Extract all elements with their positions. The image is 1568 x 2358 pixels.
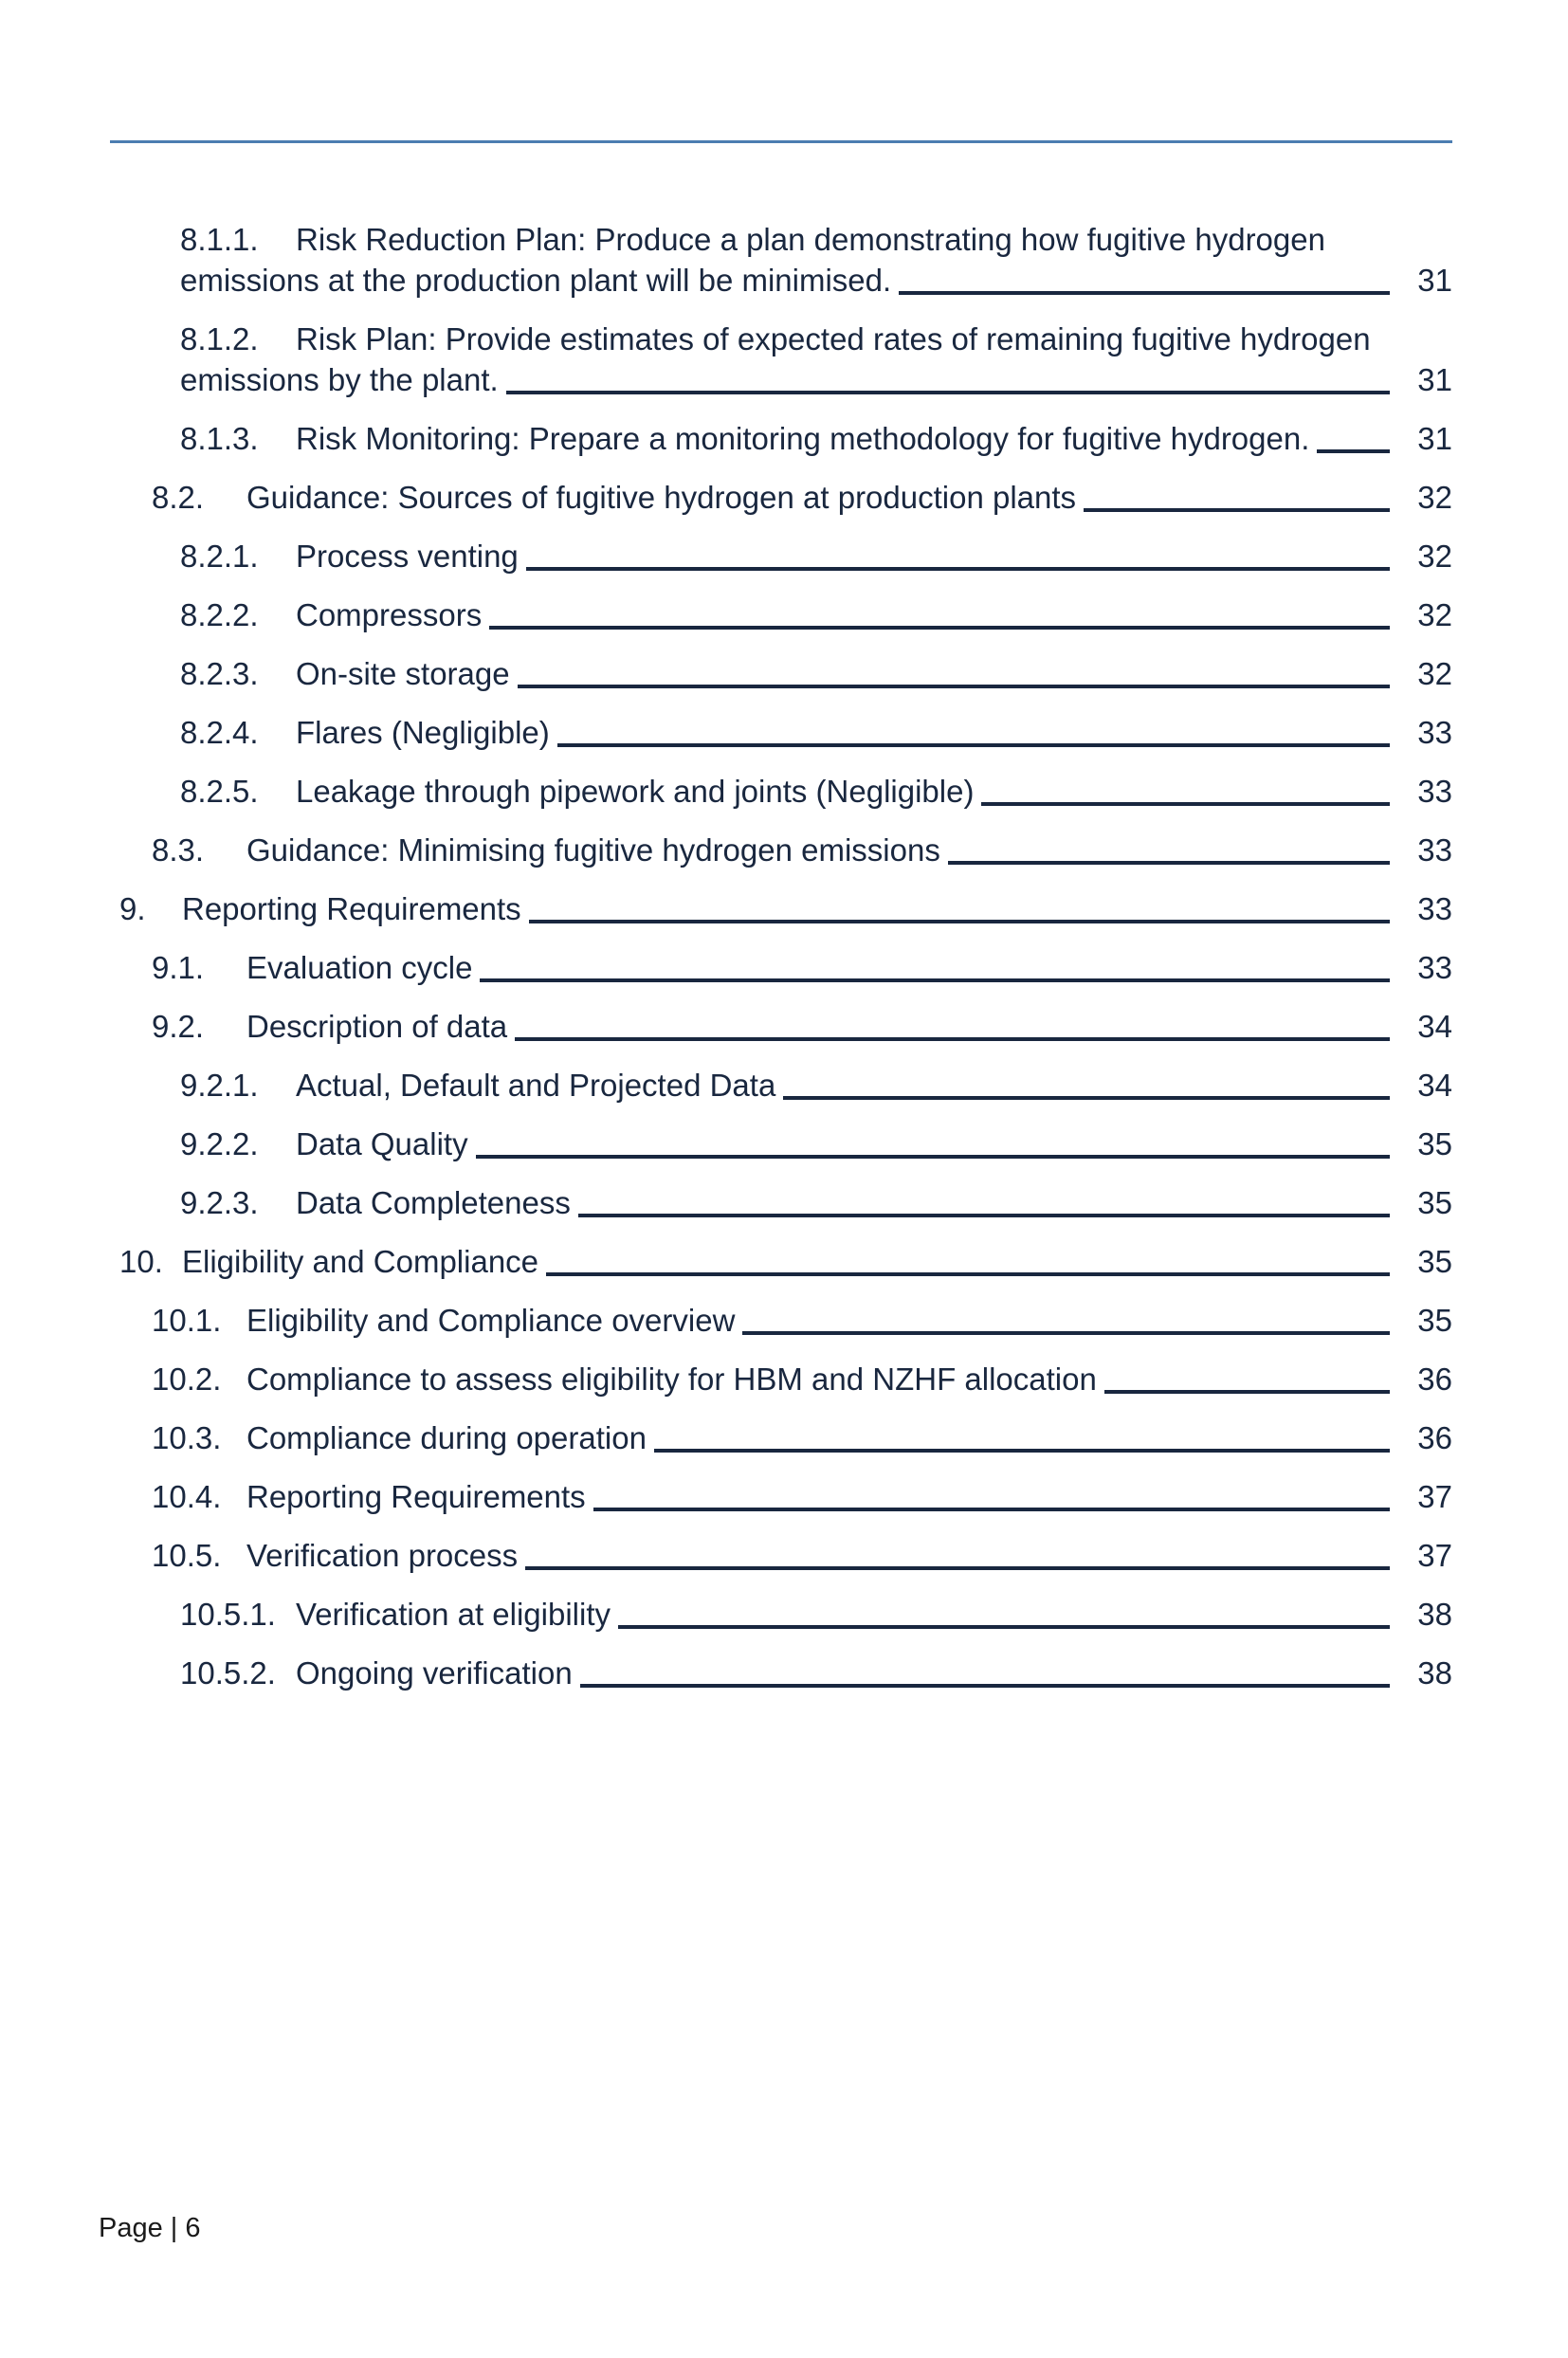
toc-page-number: 31 [1417,421,1452,456]
toc-entry-title: Eligibility and Compliance overview [246,1303,736,1338]
toc-entry-number: 8.2.5. [180,774,259,809]
toc-entry-row[interactable] [110,418,1452,459]
toc-entry-number: 10.5.1. [180,1597,276,1632]
toc-entry-row[interactable] [110,1065,1452,1106]
toc-entry-title: Reporting Requirements [182,891,521,926]
toc-entry-number: 10.5. [152,1538,222,1573]
toc-entry-title: emissions by the plant. [180,362,499,397]
toc-entry-number: 9. [119,891,146,926]
toc-leader-line [489,626,1390,630]
toc-entry-title: Leakage through pipework and joints (Negligible) [296,774,975,809]
toc-entry-number: 10.3. [152,1420,222,1455]
toc-entry-row[interactable] [110,260,1452,301]
toc-page-number: 35 [1417,1185,1452,1220]
toc-page-number: 32 [1417,656,1452,691]
toc-entry-row[interactable] [110,219,1452,260]
toc-entry-row[interactable] [110,1535,1452,1576]
toc-leader-line [593,1508,1390,1511]
toc-entry-row[interactable] [110,319,1452,359]
toc-leader-line [1084,508,1390,512]
toc-leader-line [506,391,1390,394]
toc-entry-number: 10.1. [152,1303,222,1338]
toc-entry-row[interactable] [110,888,1452,929]
toc-entry-title: Data Completeness [296,1185,571,1220]
toc-page-number: 38 [1417,1655,1452,1691]
toc-entry-title: Evaluation cycle [246,950,473,985]
toc-leader-line [578,1214,1390,1217]
toc-entry-number: 10. [119,1244,163,1279]
toc-entry-row[interactable] [110,359,1452,400]
toc-leader-line [557,743,1390,747]
table-of-contents [110,219,1452,1693]
toc-entry-row[interactable] [110,1594,1452,1635]
toc-entry-row[interactable] [110,1300,1452,1341]
toc-entry-row[interactable] [110,1241,1452,1282]
toc-entry-title: Compliance to assess eligibility for HBM and NZHF allocation [246,1362,1097,1397]
toc-entry-row[interactable] [110,1417,1452,1458]
toc-page-number: 32 [1417,480,1452,515]
toc-entry-number: 8.1.2. [180,321,259,356]
toc-page-number: 34 [1417,1068,1452,1103]
toc-leader-line [525,1566,1390,1570]
toc-leader-line [546,1272,1390,1276]
toc-entry-row[interactable] [110,536,1452,576]
toc-page-number: 35 [1417,1126,1452,1161]
toc-page-number: 32 [1417,539,1452,574]
toc-entry-title: On-site storage [296,656,510,691]
toc-page-number: 38 [1417,1597,1452,1632]
toc-page-number: 36 [1417,1420,1452,1455]
toc-leader-line [476,1155,1390,1159]
toc-leader-line [526,567,1390,571]
toc-entry-number: 9.2.3. [180,1185,259,1220]
toc-entry-row[interactable] [110,1124,1452,1164]
toc-entry-number: 10.2. [152,1362,222,1397]
toc-leader-line [515,1037,1390,1041]
toc-entry-number: 8.2.2. [180,597,259,632]
toc-entry-row[interactable] [110,477,1452,518]
toc-entry-row[interactable] [110,1182,1452,1223]
toc-entry-row[interactable] [110,1359,1452,1399]
toc-entry-row[interactable] [110,947,1452,988]
toc-page-number: 31 [1417,362,1452,397]
toc-entry-number: 8.2.3. [180,656,259,691]
toc-entry-number: 8.2. [152,480,205,515]
toc-leader-line [480,978,1390,982]
toc-entry-row[interactable] [110,712,1452,753]
toc-entry-title: Guidance: Minimising fugitive hydrogen emissions [246,832,940,868]
toc-leader-line [981,802,1390,806]
toc-entry-title: Ongoing verification [296,1655,573,1691]
toc-entry-number: 8.1.1. [180,222,259,257]
toc-entry-title: Risk Plan: Provide estimates of expected rates of remaining fugitive hydrogen [296,321,1371,356]
toc-entry-title: Flares (Negligible) [296,715,550,750]
toc-leader-line [654,1449,1390,1453]
page-content [110,140,1452,1693]
toc-entry-number: 9.1. [152,950,205,985]
toc-leader-line [742,1331,1390,1335]
toc-entry-row[interactable] [110,771,1452,812]
toc-entry-title: Guidance: Sources of fugitive hydrogen at production plants [246,480,1077,515]
toc-entry-title: Compliance during operation [246,1420,647,1455]
toc-leader-line [529,920,1390,923]
toc-entry-row[interactable] [110,1006,1452,1047]
toc-entry-title: Verification process [246,1538,519,1573]
toc-entry-row[interactable] [110,1653,1452,1693]
toc-entry-title: Compressors [296,597,483,632]
toc-leader-line [1317,449,1390,453]
toc-entry-row[interactable] [110,653,1452,694]
toc-entry-title: Reporting Requirements [246,1479,586,1514]
toc-entry-title: Process venting [296,539,519,574]
toc-page-number: 32 [1417,597,1452,632]
toc-entry-number: 10.4. [152,1479,222,1514]
document-page [0,140,1568,2243]
toc-page-number: 33 [1417,832,1452,868]
toc-page-number: 33 [1417,950,1452,985]
toc-entry-number: 8.2.1. [180,539,259,574]
toc-entry-row[interactable] [110,830,1452,870]
toc-leader-line [580,1684,1390,1688]
toc-leader-line [1104,1390,1390,1394]
toc-entry-number: 9.2. [152,1009,205,1044]
toc-entry-title: Description of data [246,1009,508,1044]
toc-page-number: 37 [1417,1479,1452,1514]
toc-page-number: 34 [1417,1009,1452,1044]
toc-entry-title: Eligibility and Compliance [182,1244,539,1279]
header-rule [110,140,1452,143]
toc-entry-row[interactable] [110,594,1452,635]
toc-page-number: 37 [1417,1538,1452,1573]
toc-page-number: 35 [1417,1303,1452,1338]
toc-entry-number: 8.2.4. [180,715,259,750]
toc-leader-line [618,1625,1390,1629]
toc-page-number: 36 [1417,1362,1452,1397]
toc-entry-title: emissions at the production plant will be minimised. [180,263,892,298]
toc-entry-title: Verification at eligibility [296,1597,611,1632]
toc-entry-title: Risk Monitoring: Prepare a monitoring methodology for fugitive hydrogen. [296,421,1310,456]
toc-entry-number: 8.1.3. [180,421,259,456]
toc-leader-line [783,1096,1390,1100]
toc-leader-line [899,291,1390,295]
toc-leader-line [948,861,1390,865]
page-footer-label: Page | 6 [99,2213,201,2243]
toc-page-number: 33 [1417,891,1452,926]
toc-entry-title: Actual, Default and Projected Data [296,1068,776,1103]
toc-page-number: 33 [1417,715,1452,750]
toc-page-number: 33 [1417,774,1452,809]
toc-entry-number: 9.2.2. [180,1126,259,1161]
toc-page-number: 35 [1417,1244,1452,1279]
toc-entry-number: 8.3. [152,832,205,868]
toc-entry-title: Data Quality [296,1126,468,1161]
toc-entry-row[interactable] [110,1476,1452,1517]
toc-entry-number: 10.5.2. [180,1655,276,1691]
toc-entry-number: 9.2.1. [180,1068,259,1103]
toc-entry-title: Risk Reduction Plan: Produce a plan demonstrating how fugitive hydrogen [296,222,1325,257]
toc-leader-line [518,685,1390,688]
toc-page-number: 31 [1417,263,1452,298]
